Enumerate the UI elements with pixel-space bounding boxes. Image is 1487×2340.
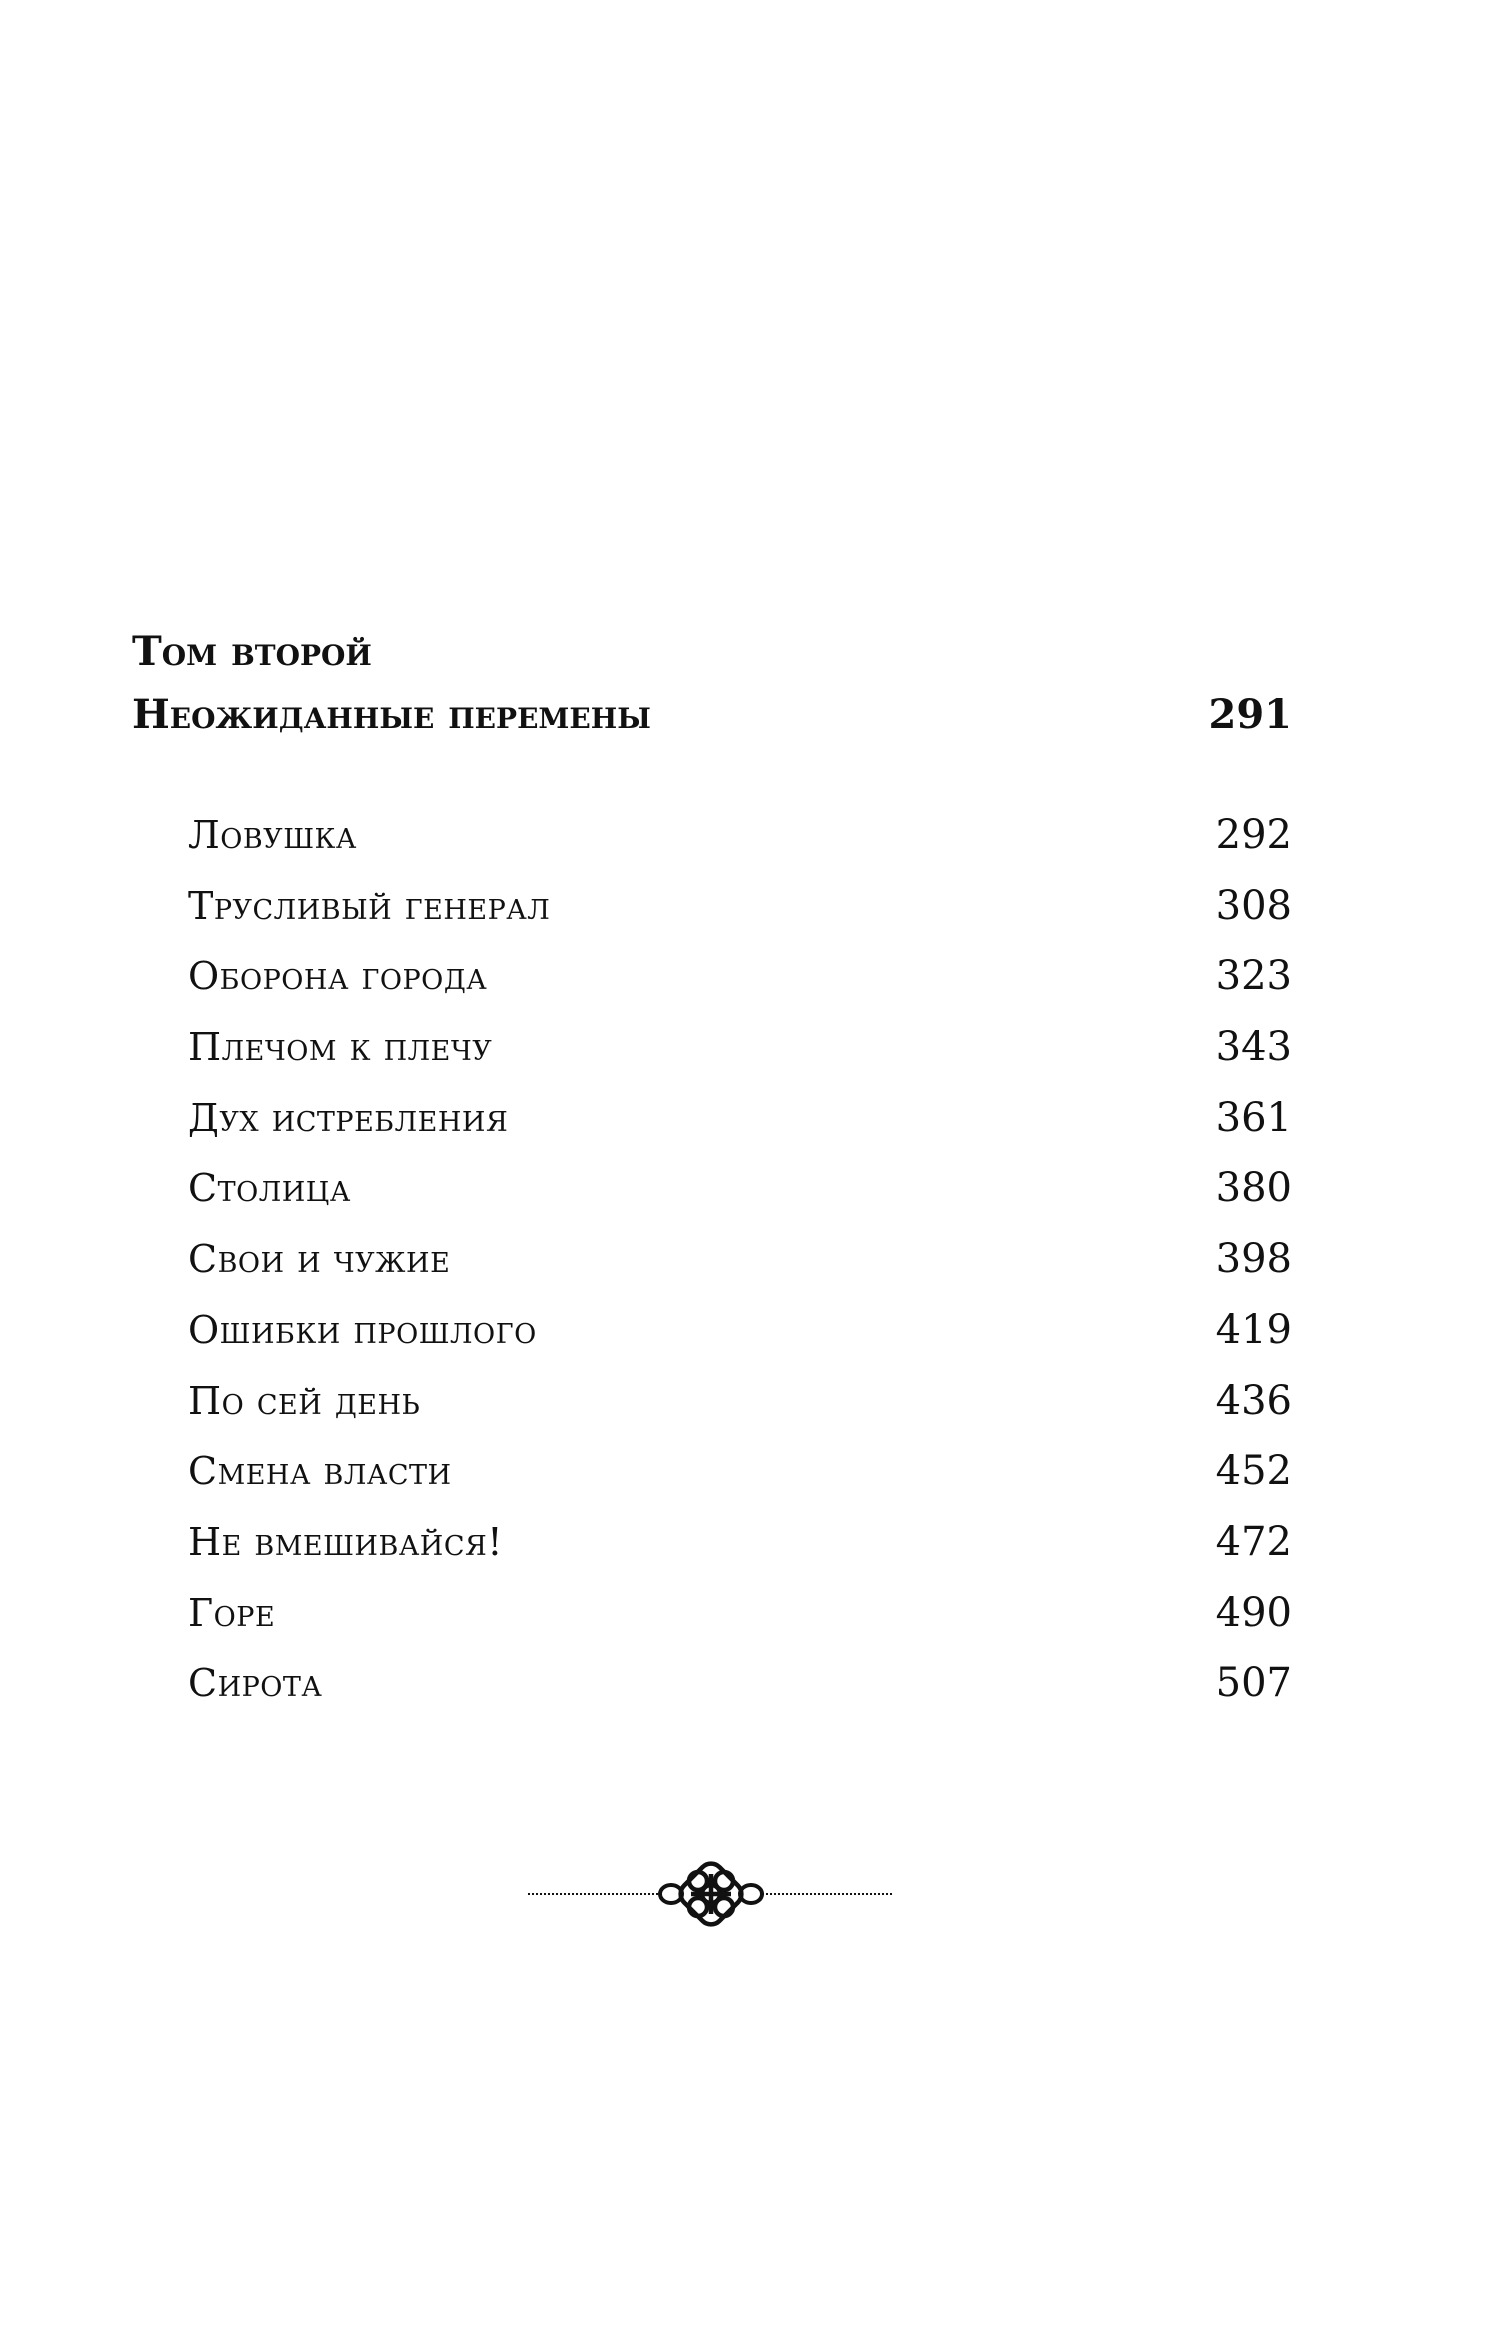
chapter-row[interactable]: [188, 941, 1292, 1012]
chapter-row[interactable]: [188, 1012, 1292, 1083]
part-row[interactable]: [132, 682, 1292, 748]
part-page: 291: [1208, 691, 1292, 738]
chapter-page: 323: [1215, 953, 1292, 1000]
chapter-title: Плечом к плечу: [188, 1025, 493, 1070]
chapter-row[interactable]: [188, 1295, 1292, 1366]
chapter-page: 343: [1215, 1024, 1292, 1071]
chapter-row[interactable]: [188, 1153, 1292, 1224]
chapter-page: 507: [1215, 1660, 1292, 1707]
chapter-page: 490: [1215, 1589, 1292, 1636]
volume-title: Том второй: [132, 628, 372, 675]
chapter-title: Дух истребления: [188, 1095, 509, 1140]
part-title: Неожиданные перемены: [132, 691, 651, 738]
endless-knot-icon: [528, 1854, 894, 1934]
chapter-title: Ловушка: [188, 813, 357, 857]
chapter-title: Свои и чужие: [188, 1237, 451, 1282]
chapter-row[interactable]: [188, 1224, 1292, 1295]
chapter-page: 361: [1215, 1094, 1292, 1141]
chapter-row[interactable]: [188, 800, 1292, 871]
chapter-title: Ошибки прошлого: [188, 1307, 537, 1352]
chapter-title: Трусливый генерал: [188, 883, 551, 928]
chapter-title: Оборона города: [188, 954, 488, 999]
chapter-page: 472: [1215, 1518, 1292, 1565]
chapter-title: Не вмешивайся!: [188, 1519, 504, 1564]
chapter-page: 419: [1215, 1306, 1292, 1353]
chapter-row[interactable]: [188, 1083, 1292, 1154]
chapter-title: Горе: [188, 1590, 276, 1635]
chapter-page: 398: [1215, 1236, 1292, 1283]
chapter-row[interactable]: [188, 1507, 1292, 1578]
chapter-title: Смена власти: [188, 1449, 452, 1494]
chapter-row[interactable]: [188, 1648, 1292, 1719]
chapter-title: Сирота: [188, 1661, 323, 1706]
chapter-page: 452: [1215, 1448, 1292, 1495]
table-of-contents: [132, 622, 1292, 1719]
chapter-title: По сей день: [188, 1378, 421, 1423]
chapter-row[interactable]: [188, 1578, 1292, 1649]
chapter-page: 380: [1215, 1165, 1292, 1212]
chapter-page: 436: [1215, 1377, 1292, 1424]
ornament-knot: [676, 1859, 747, 1930]
chapter-row[interactable]: [188, 1436, 1292, 1507]
chapter-page: 292: [1215, 812, 1292, 858]
chapter-list: [132, 800, 1292, 1719]
chapter-row[interactable]: [188, 1366, 1292, 1437]
chapter-title: Столица: [188, 1166, 351, 1211]
chapter-page: 308: [1215, 882, 1292, 929]
chapter-row[interactable]: [188, 871, 1292, 942]
